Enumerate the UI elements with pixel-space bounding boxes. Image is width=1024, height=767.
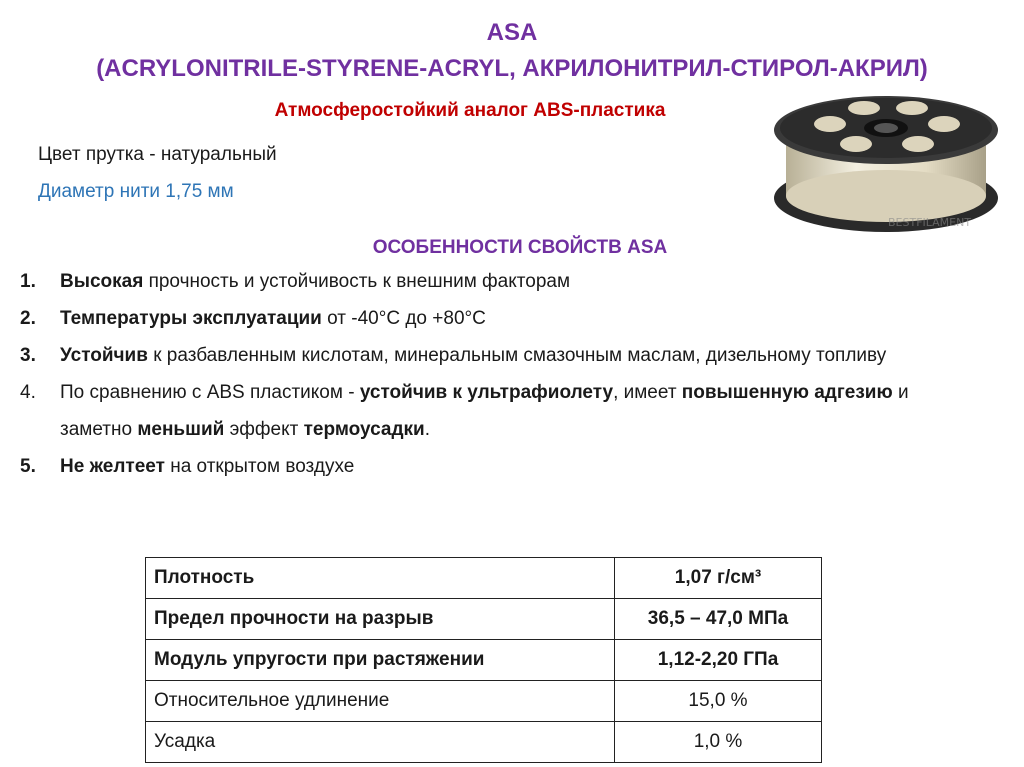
feature-text: меньший bbox=[137, 419, 225, 440]
feature-text: прочность и устойчивость к внешним факторам bbox=[143, 271, 571, 292]
feature-item bbox=[14, 374, 934, 448]
feature-text: Не желтеет bbox=[60, 456, 165, 477]
property-value: 1,07 г/см³ bbox=[615, 558, 822, 599]
feature-text: термоусадки bbox=[303, 419, 425, 440]
property-name: Предел прочности на разрыв bbox=[146, 599, 615, 640]
feature-text: . bbox=[424, 419, 431, 440]
feature-text: Высокая bbox=[60, 271, 144, 292]
features-section-title: ОСОБЕННОСТИ СВОЙСТВ ASA bbox=[372, 237, 668, 258]
property-value: 1,12-2,20 ГПа bbox=[615, 640, 822, 681]
property-row bbox=[146, 640, 822, 681]
feature-item bbox=[14, 263, 934, 300]
feature-number: 2. bbox=[20, 308, 36, 329]
properties-table bbox=[145, 557, 822, 763]
feature-text: от -40°С до +80°С bbox=[321, 308, 486, 329]
feature-item bbox=[14, 300, 934, 337]
feature-item bbox=[14, 337, 934, 374]
filament-diameter-text: Диаметр нити 1,75 мм bbox=[38, 181, 234, 202]
property-row bbox=[146, 558, 822, 599]
feature-item bbox=[14, 448, 934, 485]
feature-text: эффект bbox=[224, 419, 304, 440]
property-row bbox=[146, 599, 822, 640]
feature-text: к разбавленным кислотам, минеральным смазочным маслам, дизельному топливу bbox=[147, 345, 887, 366]
feature-number: 1. bbox=[20, 271, 36, 292]
feature-text: Устойчив bbox=[60, 345, 148, 366]
filament-color-text: Цвет прутка - натуральный bbox=[38, 144, 277, 165]
property-name: Относительное удлинение bbox=[146, 681, 615, 722]
property-value: 15,0 % bbox=[615, 681, 822, 722]
feature-text: повышенную адгезию bbox=[681, 382, 893, 403]
property-row bbox=[146, 681, 822, 722]
property-value: 36,5 – 47,0 МПа bbox=[615, 599, 822, 640]
property-value: 1,0 % bbox=[615, 722, 822, 763]
slide-title: ASA bbox=[486, 19, 538, 46]
slide-title-full-name: (ACRYLONITRILE-STYRENE-ACRYL, АКРИЛОНИТРИЛ-СТИРОЛ-АКРИЛ) bbox=[96, 55, 928, 82]
feature-text: устойчив к ультрафиолету bbox=[359, 382, 614, 403]
spool-watermark: BESTFILAMENT bbox=[888, 216, 972, 229]
feature-number: 3. bbox=[20, 345, 36, 366]
property-name: Плотность bbox=[146, 558, 615, 599]
filament-spool-icon bbox=[768, 86, 1008, 246]
feature-text: По сравнению с ABS пластиком - bbox=[60, 382, 360, 403]
feature-number: 5. bbox=[20, 456, 36, 477]
feature-text: на открытом воздухе bbox=[164, 456, 355, 477]
feature-text: и заметно bbox=[60, 382, 909, 440]
property-name: Модуль упругости при растяжении bbox=[146, 640, 615, 681]
slide-subtitle: Атмосферостойкий аналог ABS-пластика bbox=[274, 100, 666, 121]
property-row bbox=[146, 722, 822, 763]
feature-text: Температуры эксплуатации bbox=[60, 308, 322, 329]
features-list bbox=[14, 263, 934, 485]
feature-number: 4. bbox=[20, 382, 36, 403]
property-name: Усадка bbox=[146, 722, 615, 763]
feature-text: , имеет bbox=[613, 382, 682, 403]
